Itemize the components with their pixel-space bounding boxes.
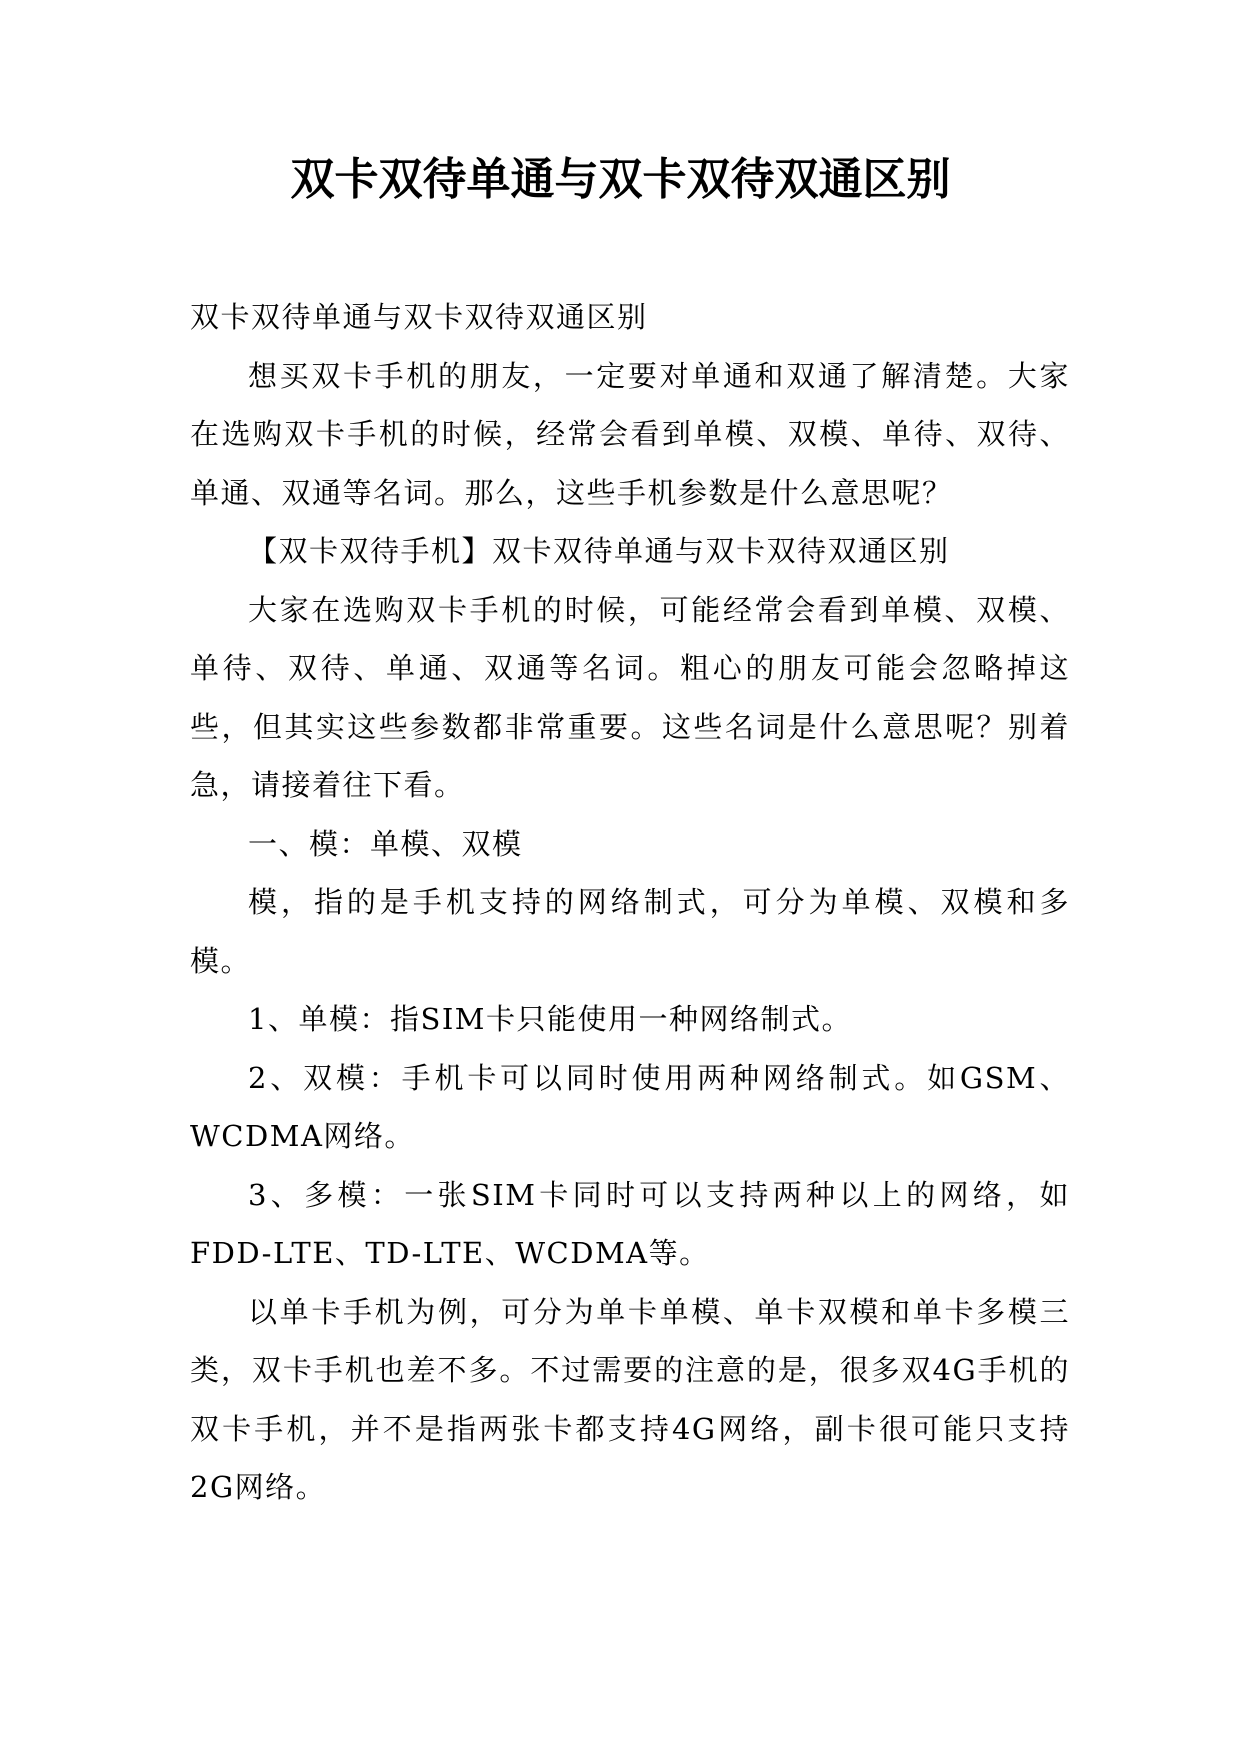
document-title: 双卡双待单通与双卡双待双通区别 bbox=[290, 154, 951, 205]
document-body bbox=[190, 288, 1070, 1517]
section-heading-mode: 一、模：单模、双模 bbox=[248, 826, 523, 861]
list-item-dual-mode: 2、双模：手机卡可以同时使用两种网络制式。如GSM、WCDMA网络。 bbox=[190, 1060, 1070, 1153]
list-item-single-mode: 1、单模：指SIM卡只能使用一种网络制式。 bbox=[248, 1002, 852, 1036]
paragraph-intro: 想买双卡手机的朋友，一定要对单通和双通了解清楚。大家在选购双卡手机的时候，经常会看到单模、双模、单待、双待、单通、双通等名词。那么，这些手机参数是什么意思呢？ bbox=[190, 358, 1070, 510]
paragraph-subtitle: 双卡双待单通与双卡双待双通区别 bbox=[190, 300, 648, 334]
paragraph-overview: 大家在选购双卡手机的时候，可能经常会看到单模、双模、单待、双待、单通、双通等名词。粗心的朋友可能会忽略掉这些，但其实这些参数都非常重要。这些名词是什么意思呢？别着急，请接着往下看。 bbox=[190, 592, 1070, 802]
list-item-multi-mode: 3、多模：一张SIM卡同时可以支持两种以上的网络，如FDD-LTE、TD-LTE、WCDMA等。 bbox=[190, 1177, 1070, 1270]
paragraph-example: 以单卡手机为例，可分为单卡单模、单卡双模和单卡多模三类，双卡手机也差不多。不过需要的注意的是，很多双4G手机的双卡手机，并不是指两张卡都支持4G网络，副卡很可能只支持2G网络。 bbox=[190, 1294, 1070, 1504]
paragraph-mode-definition: 模，指的是手机支持的网络制式，可分为单模、双模和多模。 bbox=[190, 885, 1070, 978]
paragraph-tag-heading: 【双卡双待手机】双卡双待单通与双卡双待双通区别 bbox=[248, 534, 950, 568]
